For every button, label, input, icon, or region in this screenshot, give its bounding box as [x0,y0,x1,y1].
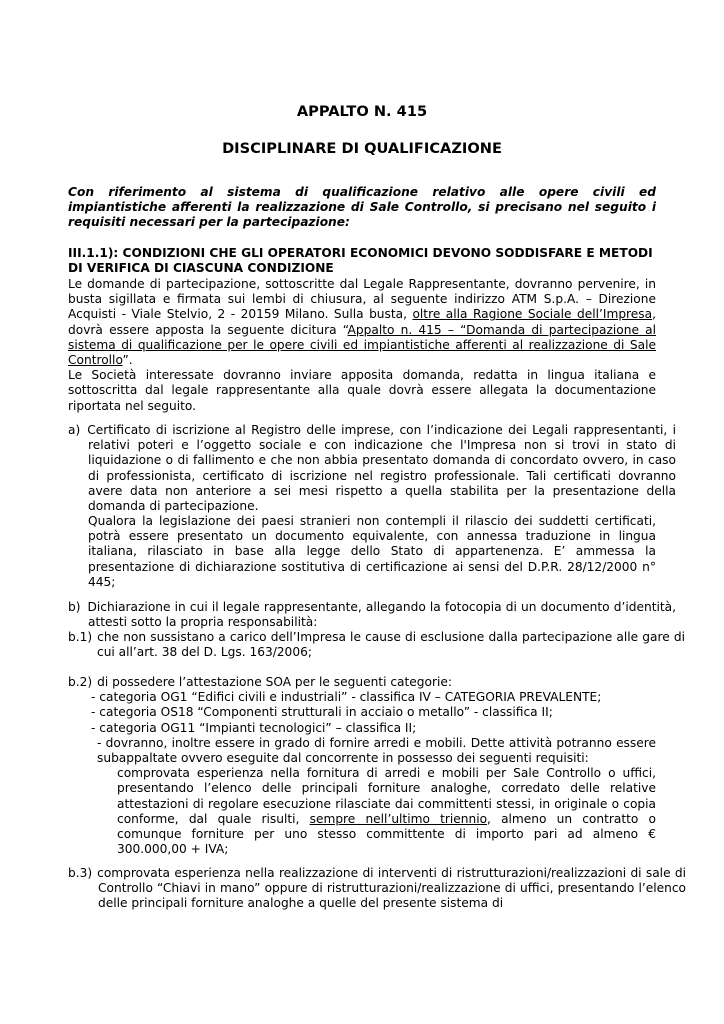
appalto-title: APPALTO N. 415 [296,103,428,120]
item-b1-text: che non sussistano a carico dell’Impresa le cause di esclusione dalla partecipazione alle gare di cui all’art. 38 del D. Lgs. 163/2006; [97,630,685,660]
item-b3-text: comprovata esperienza nella realizzazione di interventi di ristrutturazioni/realizzazioni di sale di Controllo “Chiavi in mano” oppure di ristrutturazioni/realizzazione di uffici, presentando l’elenco delle principali forniture analoghe a quelle del presente sistema di [97,866,686,911]
ragione-sociale-underline: oltre alla Ragione Sociale dell’Impresa [412,307,653,322]
category-og11: - categoria OG11 “Impianti tecnologici” – classifica II; [91,720,417,735]
busta-paragraph [68,277,656,368]
category-og1: - categoria OG1 “Edifici civili e industriali” - classifica IV – CATEGORIA PREVALENTE; [91,690,602,705]
section-heading: III.1.1): CONDIZIONI CHE GLI OPERATORI ECONOMICI DEVONO SODDISFARE E METODI DI VERIFICA DI CIASCUNA CONDIZIONE [68,246,653,276]
item-a-label: a) [68,423,81,437]
item-b2-label: b.2) [68,675,93,689]
item-b2-text: di possedere l’attestazione SOA per le seguenti categorie: [97,675,452,689]
item-b1-label: b.1) [68,630,93,644]
disciplinare-title: DISCIPLINARE DI QUALIFICAZIONE [222,140,502,157]
category-os18: - categoria OS18 “Componenti strutturali in acciaio o metallo” - classifica II; [91,705,553,720]
item-b-text: Dichiarazione in cui il legale rappresentante, allegando la fotocopia di un documento d’identità, attesti sotto la propria responsabilità: [87,600,676,630]
busta-text-2: , dovrà essere apposta la seguente dicitura “ [68,307,656,337]
arredi-requirement [68,766,656,857]
item-a-text: Certificato di iscrizione al Registro delle imprese, con l’indicazione dei Legali rappresentanti, i relativi poteri e l’oggetto sociale e con indicazione che l'Impresa non si trovi in stato di liquidazione o di fallimento e che non abbia presentato domanda di concordato ovvero, in caso di professionista, certificato di iscrizione nel registro professionale. Tali certificati dovranno avere data non anteriore a sei mesi rispetto a quella stabilita per la presentazione della domanda di partecipazione. [87,423,676,514]
busta-text-3: ”. [122,353,133,368]
item-a [68,423,676,514]
item-b2 [68,675,656,857]
item-b [68,600,676,630]
triennio-underline: sempre nell’ultimo triennio [309,811,488,826]
item-a-text-2: Qualora la legislazione dei paesi stranieri non contempli il rilascio dei suddetti certificati, potrà essere presentato un documento equivalente, con annessa traduzione in lingua italiana, rilasciato in base alla legge dello Stato di appartenenza. E’ ammessa la presentazione di dichiarazione sostitutiva di certificazione ai sensi del D.P.R. 28/12/2000 n° 445; [88,514,656,589]
arredi-paragraph: - dovranno, inoltre essere in grado di fornire arredi e mobili. Dette attività potranno essere subappaltate ovvero eseguite dal concorrente in possesso dei seguenti requisiti: [97,735,656,766]
requirement-text-1: comprovata esperienza nella fornitura di arredi e mobili per Sale Controllo o uffici, presentando l’elenco delle principali forniture analoghe, corredato delle relative attestazioni di regolare esecuzione rilasciate dai committenti stessi, in originale o copia conforme, dal quale risulti, [117,766,656,826]
requirement-text-2: , almeno un contratto o comunque forniture per uno stesso committente di importo pari ad almeno € 300.000,00 + IVA; [117,811,656,857]
item-b-label: b) [68,600,81,614]
item-b1 [68,630,685,660]
domanda-paragraph: Le Società interessate dovranno inviare apposita domanda, redatta in lingua italiana e sottoscritta dal legale rappresentante alla quale dovrà essere allegata la documentazione riportata nel seguito. [68,368,656,413]
item-b3-label: b.3) [68,866,93,880]
busta-text-1: Le domande di partecipazione, sottoscritte dal Legale Rappresentante, dovranno pervenire, in busta sigillata e firmata sui lembi di chiusura, al seguente indirizzo ATM S.p.A. – Direzione Acquisti - Viale Stelvio, 2 - 20159 Milano. Sulla busta, [68,277,656,322]
item-a-cont [68,514,656,590]
intro-paragraph: Con riferimento al sistema di qualificazione relativo alle opere civili ed impiantistiche afferenti la realizzazione di Sale Controllo, si precisano nel seguito i requisiti necessari per la partecipazione: [68,185,656,230]
item-b3 [68,866,686,912]
section-body [68,277,656,414]
dicitura-underline: Appalto n. 415 – “Domanda di partecipazione al sistema di qualificazione per le opere civili ed impiantistiche afferenti al realizzazione di Sale Controllo [68,322,656,368]
